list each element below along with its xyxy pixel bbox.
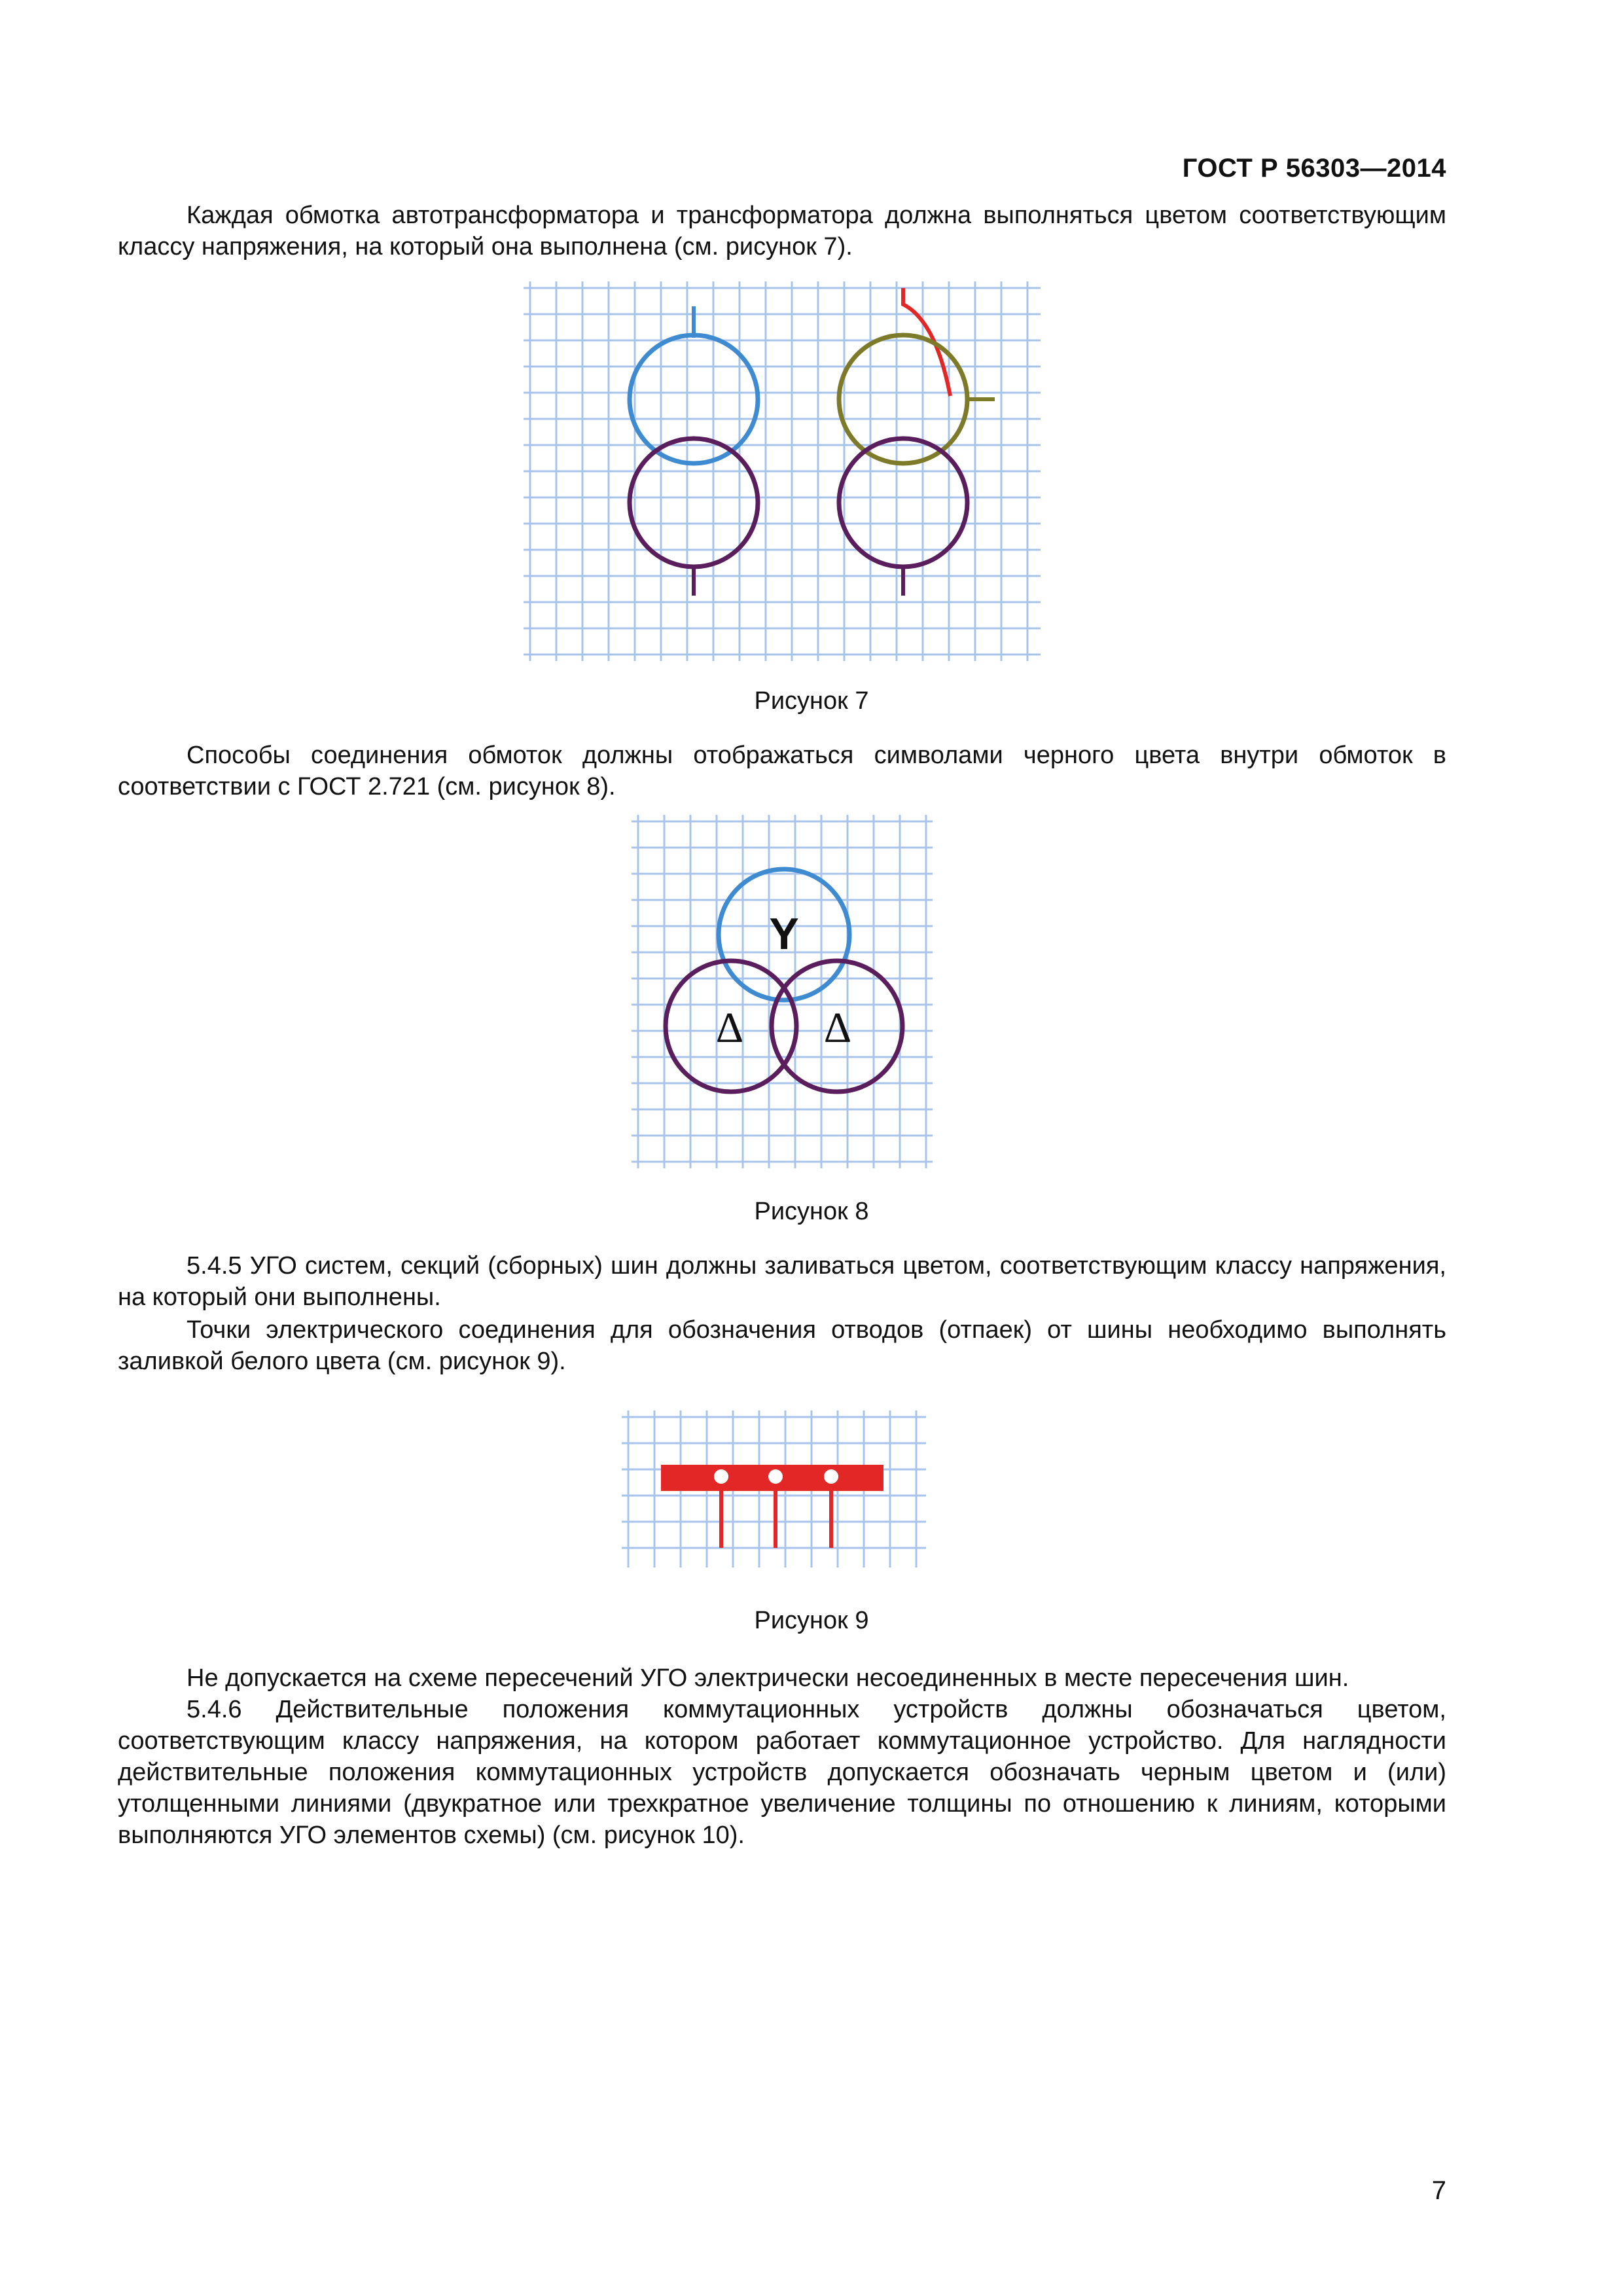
figure-7 [517, 275, 1054, 671]
figure-8-delta-symbol-right: Δ [823, 1004, 852, 1052]
figure-9 [618, 1407, 933, 1574]
document-header: ГОСТ Р 56303—2014 [1182, 154, 1446, 183]
figure-8-diagram [628, 812, 942, 1178]
figure-9-connection-point-2 [768, 1469, 783, 1484]
figure-8-delta-symbol-left: Δ [715, 1004, 744, 1052]
paragraph-bus-fill: 5.4.5 УГО систем, секций (сборных) шин должны заливаться цветом, соответствующим классу напряжения, на который они выполнены. [118, 1252, 1446, 1311]
figure-8-caption: Рисунок 8 [754, 1198, 869, 1225]
paragraph-connection-points: Точки электрического соединения для обозначения отводов (отпаек) от шины необходимо выполнять заливкой белого цвета (см. рисунок 9). [118, 1316, 1446, 1375]
paragraph-connection-symbols: Способы соединения обмоток должны отображаться символами черного цвета внутри обмоток в соответствии с ГОСТ 2.721 (см. рисунок 8). [118, 742, 1446, 800]
figure-9-diagram [618, 1407, 933, 1571]
figure-7-caption: Рисунок 7 [754, 687, 869, 715]
figure-8 [628, 812, 942, 1181]
figure-8-wye-symbol: Y [769, 909, 799, 959]
figure-9-caption: Рисунок 9 [754, 1607, 869, 1634]
page-number: 7 [1431, 2176, 1446, 2205]
figure-9-connection-point-3 [824, 1469, 838, 1484]
paragraph-winding-color: Каждая обмотка автотрансформатора и трансформатора должна выполняться цветом соответствующим классу напряжения, на который она выполнена (см. рисунок 7). [118, 202, 1446, 260]
paragraph-switching-devices: 5.4.6 Действительные положения коммутационных устройств должны обозначаться цветом, соответствующим классу напряжения, на котором работает коммутационное устройство. Для наглядности действительные положения коммутационных устройств допускается обозначать черным цветом и (или) утолщенными линиями (двукратное или трехкратное увеличение толщины по отношению к линиям, которыми выполняются УГО элементов схемы) (см. рисунок 10). [118, 1696, 1446, 1849]
figure-7-diagram [517, 275, 1054, 668]
figure-9-connection-point-1 [714, 1469, 728, 1484]
paragraph-bus-crossing: Не допускается на схеме пересечений УГО электрически несоединенных в месте пересечения шин. [187, 1664, 1349, 1692]
figure-7-grid [524, 281, 1041, 661]
